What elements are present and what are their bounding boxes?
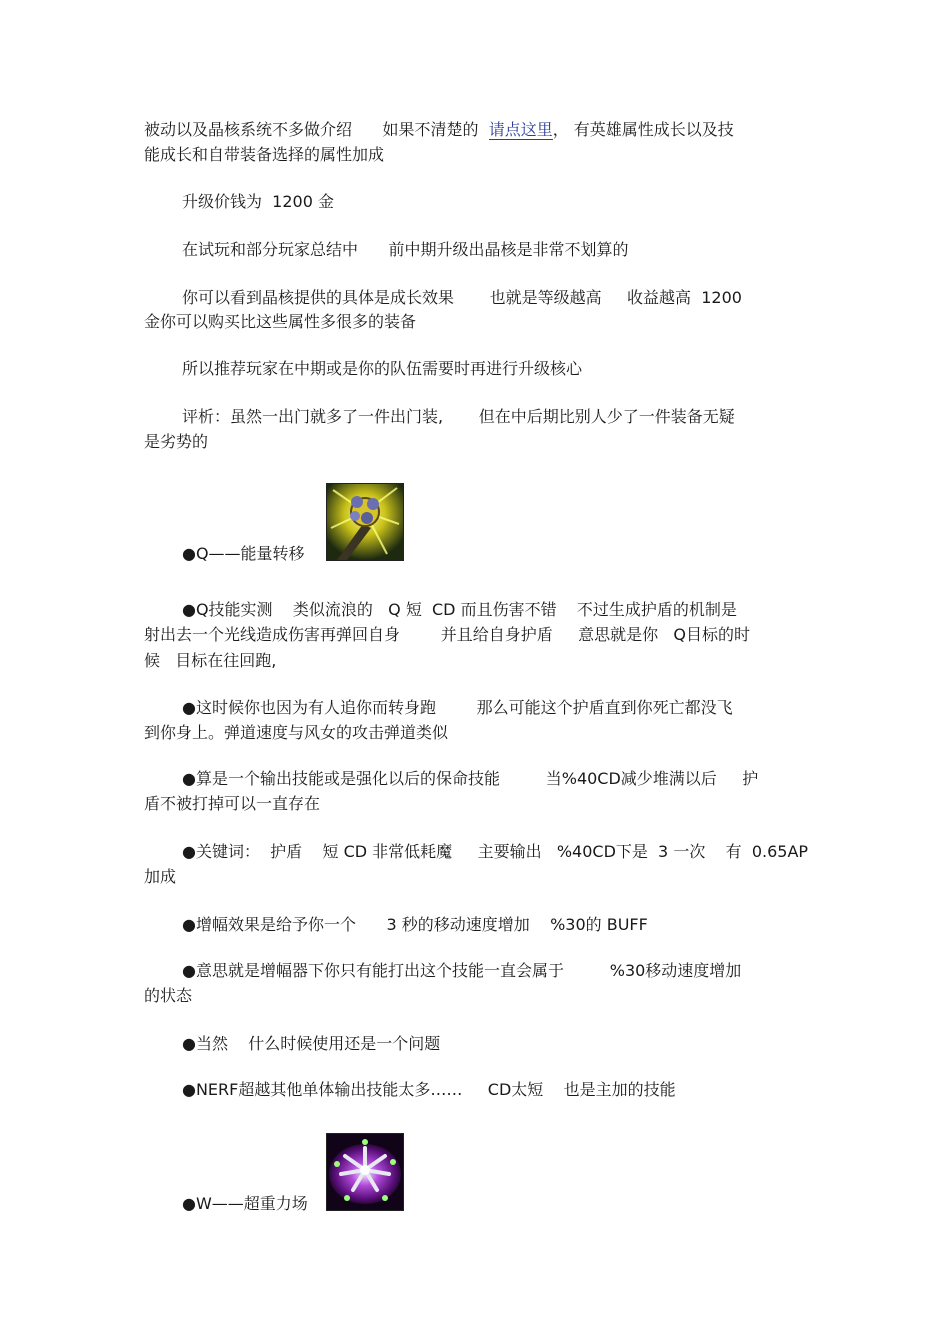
intro-line-1 xyxy=(144,117,734,142)
amplify-text: ●增幅效果是给予你一个 3 秒的移动速度增加 %30的 BUFF xyxy=(182,915,648,934)
growth-line-2: 金你可以购买比这些属性多很多的装备 xyxy=(144,312,417,331)
recommend-text: 所以推荐玩家在中期或是你的队伍需要时再进行升级核心 xyxy=(182,359,583,378)
timing-text: ●当然 什么时候使用还是一个问题 xyxy=(182,1034,441,1053)
price-text: 升级价钱为 1200 金 xyxy=(182,192,334,211)
keywords-line-1: ●关键词： 护盾 短 CD 非常低耗魔 主要输出 %40CD下是 3 一次 有 0.65AP xyxy=(182,842,809,861)
intro-text-a: 被动以及晶核系统不多做介绍 如果不清楚的 xyxy=(144,120,489,139)
review-line-1: 评析：虽然一出门就多了一件出门装, 但在中后期比别人少了一件装备无疑 xyxy=(182,407,735,426)
review-line-2: 是劣势的 xyxy=(144,432,209,451)
gravity-field-icon xyxy=(326,1133,404,1211)
energy-transfer-staff-icon xyxy=(326,483,404,561)
nerf-text: ●NERF超越其他单体输出技能太多…… CD太短 也是主加的技能 xyxy=(182,1080,676,1099)
click-here-link[interactable]: 请点这里 xyxy=(488,120,553,139)
meaning-line-2: 的状态 xyxy=(144,986,193,1005)
q-para-3-line-2: 盾不被打掉可以一直存在 xyxy=(144,794,321,813)
q-para-1-line-1: ●Q技能实测 类似流浪的 Q 短 CD 而且伤害不错 不过生成护盾的机制是 xyxy=(182,600,737,619)
q-para-1-line-3: 候 目标在往回跑, xyxy=(144,651,277,670)
w-skill-title: ●W——超重力场 xyxy=(182,1194,308,1213)
q-para-1-line-2: 射出去一个光线造成伤害再弹回自身 并且给自身护盾 意思就是你 Q目标的时 xyxy=(144,625,750,644)
growth-line-1: 你可以看到晶核提供的具体是成长效果 也就是等级越高 收益越高 1200 xyxy=(182,288,742,307)
intro-text-b: ， 有英雄属性成长以及技 xyxy=(552,120,734,139)
q-para-2-line-2: 到你身上。弹道速度与风女的攻击弹道类似 xyxy=(144,723,449,742)
trial-text: 在试玩和部分玩家总结中 前中期升级出晶核是非常不划算的 xyxy=(182,240,629,259)
q-skill-title: ●Q——能量转移 xyxy=(182,544,305,563)
keywords-line-2: 加成 xyxy=(144,867,177,886)
q-para-3-line-1: ●算是一个输出技能或是强化以后的保命技能 当%40CD减少堆满以后 护 xyxy=(182,769,759,788)
meaning-line-1: ●意思就是增幅器下你只有能打出这个技能一直会属于 %30移动速度增加 xyxy=(182,961,742,980)
intro-line-2: 能成长和自带装备选择的属性加成 xyxy=(144,145,385,164)
q-para-2-line-1: ●这时候你也因为有人追你而转身跑 那么可能这个护盾直到你死亡都没飞 xyxy=(182,698,733,717)
